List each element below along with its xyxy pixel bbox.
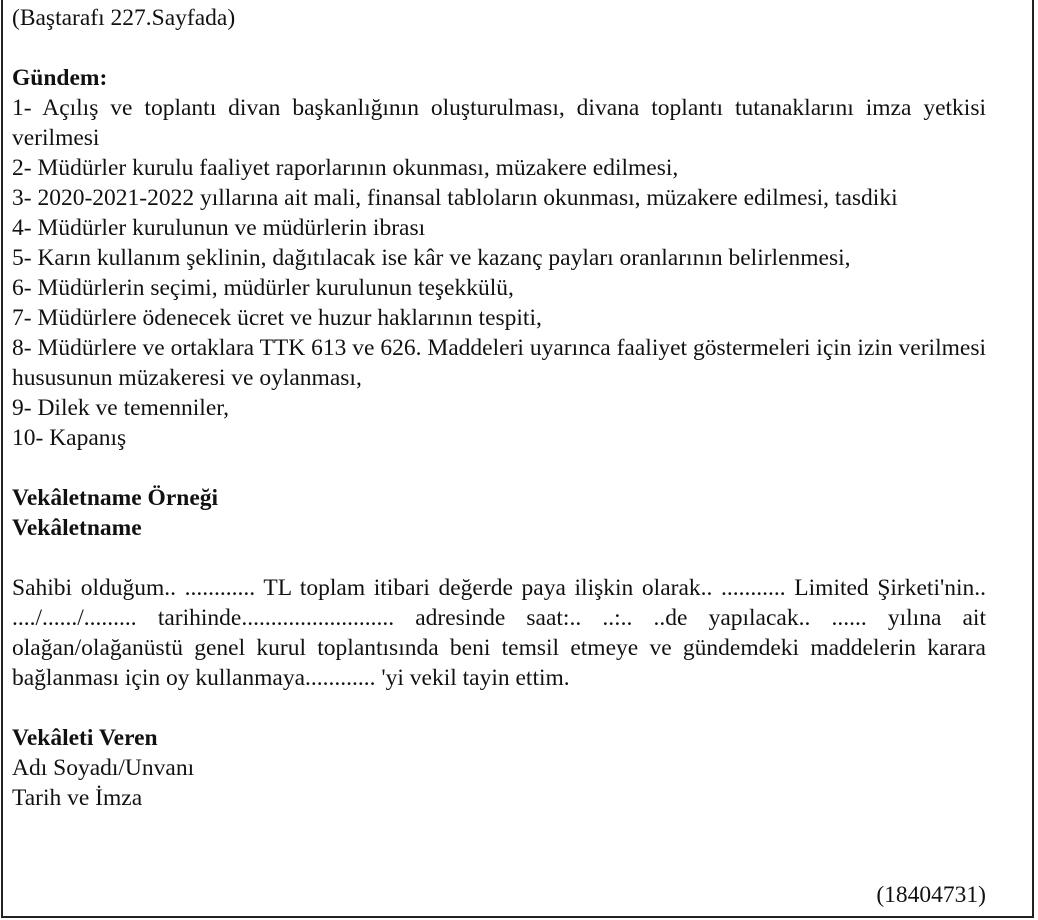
reference-number: (18404731) xyxy=(876,882,986,908)
grantor-date-signature-label: Tarih ve İmza xyxy=(12,785,143,811)
agenda-item: 9- Dilek ve temenniler, xyxy=(12,395,230,421)
grantor-heading: Vekâleti Veren xyxy=(12,725,158,751)
agenda-item: 7- Müdürlere ödenecek ücret ve huzur haklarının tespiti, xyxy=(12,305,542,331)
agenda-item: 1- Açılış ve toplantı divan başkanlığının oluşturulması, divana toplantı tutanaklarını imza yetkisi verilmesi xyxy=(12,95,986,151)
agenda-item: 5- Karın kullanım şeklinin, dağıtılacak ise kâr ve kazanç payları oranlarının belirlenmesi, xyxy=(12,245,851,271)
proxy-sample-heading: Vekâletname Örneği xyxy=(12,485,219,511)
proxy-body: Sahibi olduğum.. ............ TL toplam itibari değerde paya ilişkin olarak.. ........... Limited Şirketi'nin.. ..../....../......... tarihinde.......................... adresinde saat:.. ..:.. ..de yapılacak.. ...... yılına ait olağan/olağanüstü genel kurul toplantısında beni temsil etmeye ve gündemdeki maddelerin karara bağlanması için oy kullanmaya............ 'yi vekil tayin ettim. xyxy=(12,575,986,691)
proxy-heading: Vekâletname xyxy=(12,515,142,541)
agenda-heading: Gündem: xyxy=(12,65,108,91)
grantor-name-label: Adı Soyadı/Unvanı xyxy=(12,755,195,781)
spacer xyxy=(12,453,986,483)
frame-bottom-border xyxy=(1,916,1034,918)
frame-left-border xyxy=(1,0,3,918)
agenda-item: 4- Müdürler kurulunun ve müdürlerin ibrası xyxy=(12,215,426,241)
agenda-item: 6- Müdürlerin seçimi, müdürler kurulunun teşekkülü, xyxy=(12,275,514,301)
continuation-note: (Baştarafı 227.Sayfada) xyxy=(12,5,236,31)
agenda-item: 8- Müdürlere ve ortaklara TTK 613 ve 626. Maddeleri uyarınca faaliyet göstermeleri için izin verilmesi hususunun müzakeresi ve oylanması, xyxy=(12,335,986,391)
spacer xyxy=(12,693,986,723)
agenda-item: 3- 2020-2021-2022 yıllarına ait mali, finansal tabloların okunması, müzakere edilmesi, tasdiki xyxy=(12,185,898,211)
spacer xyxy=(12,543,986,573)
frame-right-border xyxy=(1032,0,1034,918)
agenda-item: 2- Müdürler kurulu faaliyet raporlarının okunması, müzakere edilmesi, xyxy=(12,155,679,181)
document-content xyxy=(12,3,986,813)
spacer xyxy=(12,33,986,63)
agenda-item: 10- Kapanış xyxy=(12,425,127,451)
